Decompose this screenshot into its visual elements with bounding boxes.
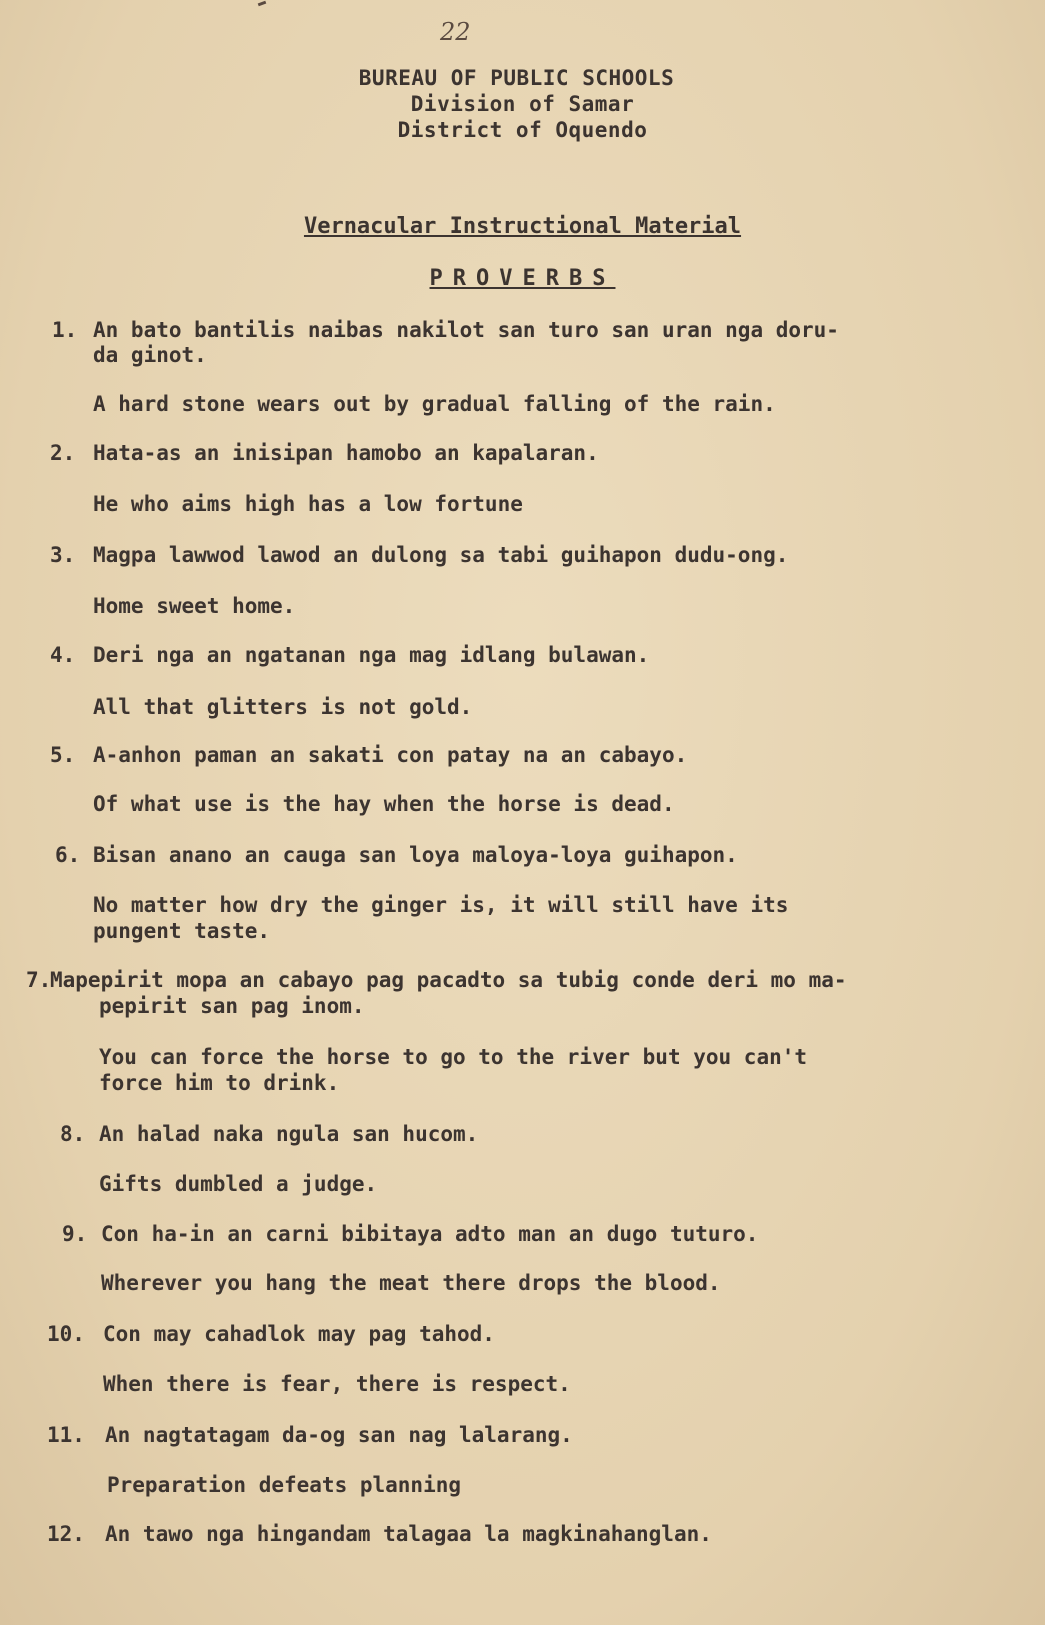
proverb-8-text: An halad naka ngula san hucom. — [99, 1122, 479, 1146]
proverb-11-translation: Preparation defeats planning — [107, 1473, 462, 1497]
proverb-7-text-cont: pepirit san pag inom. — [99, 994, 365, 1018]
page-number: 22 — [440, 18, 471, 46]
proverb-4-translation: All that glitters is not gold. — [93, 695, 473, 719]
proverb-6-translation: No matter how dry the ginger is, it will still have its — [93, 893, 789, 917]
proverb-7-number: 7. — [26, 968, 52, 992]
proverb-7-text: Mapepirit mopa an cabayo pag pacadto sa tubig conde deri mo ma- — [50, 968, 847, 992]
proverb-7-translation: You can force the horse to go to the river but you can't — [99, 1045, 808, 1069]
proverb-8-number: 8. — [60, 1122, 86, 1146]
proverb-12-number: 12. — [47, 1522, 85, 1546]
header-division: Division of Samar — [410, 92, 635, 116]
document-title: Vernacular Instructional Material — [303, 214, 742, 239]
proverb-4-number: 4. — [50, 643, 76, 667]
proverb-1-text: An bato bantilis naibas nakilot san turo san uran nga doru- — [93, 318, 839, 342]
header-bureau: BUREAU OF PUBLIC SCHOOLS — [358, 66, 675, 90]
proverb-5-number: 5. — [50, 743, 76, 767]
proverb-1-translation: A hard stone wears out by gradual falling of the rain. — [93, 392, 776, 416]
proverb-11-text: An nagtatagam da-og san nag lalarang. — [105, 1423, 573, 1447]
proverb-2-translation: He who aims high has a low fortune — [93, 492, 523, 516]
proverb-10-translation: When there is fear, there is respect. — [103, 1372, 571, 1396]
document-subtitle: PROVERBS — [429, 266, 616, 291]
proverb-9-text: Con ha-in an carni bibitaya adto man an dugo tuturo. — [101, 1222, 759, 1246]
proverb-6-text: Bisan anano an cauga san loya maloya-loya guihapon. — [93, 843, 738, 867]
proverb-8-translation: Gifts dumbled a judge. — [99, 1172, 378, 1196]
proverb-6-translation-cont: pungent taste. — [93, 919, 271, 943]
proverb-9-translation: Wherever you hang the meat there drops the blood. — [101, 1271, 721, 1295]
proverb-5-translation: Of what use is the hay when the horse is dead. — [93, 792, 675, 816]
proverb-2-text: Hata-as an inisipan hamobo an kapalaran. — [93, 441, 599, 465]
proverb-10-text: Con may cahadlok may pag tahod. — [103, 1322, 495, 1346]
proverb-9-number: 9. — [62, 1222, 88, 1246]
proverb-5-text: A-anhon paman an sakati con patay na an cabayo. — [93, 743, 688, 767]
proverb-6-number: 6. — [55, 843, 81, 867]
proverb-4-text: Deri nga an ngatanan nga mag idlang bulawan. — [93, 643, 650, 667]
proverb-1-text-cont: da ginot. — [93, 343, 207, 367]
proverb-3-text: Magpa lawwod lawod an dulong sa tabi guihapon dudu-ong. — [93, 543, 789, 567]
ink-smudge — [258, 1, 267, 7]
proverb-12-text: An tawo nga hingandam talagaa la magkinahanglan. — [105, 1522, 712, 1546]
proverb-11-number: 11. — [47, 1423, 85, 1447]
header-district: District of Oquendo — [397, 118, 648, 142]
proverb-1-number: 1. — [52, 318, 78, 342]
proverb-2-number: 2. — [50, 441, 76, 465]
proverb-7-translation-cont: force him to drink. — [99, 1071, 340, 1095]
proverb-3-number: 3. — [50, 543, 76, 567]
proverb-10-number: 10. — [47, 1322, 85, 1346]
proverb-3-translation: Home sweet home. — [93, 594, 296, 618]
